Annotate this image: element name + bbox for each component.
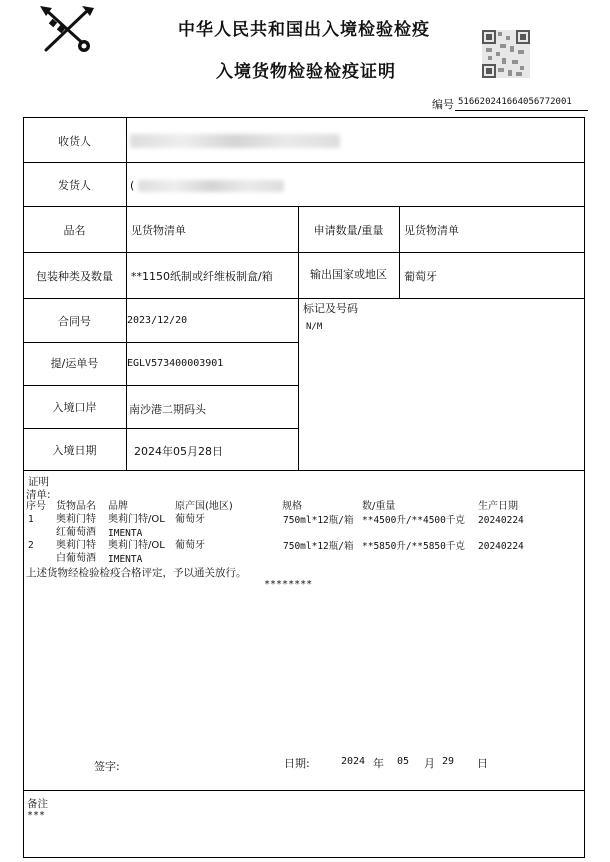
quantity-value: 见货物清单 [404, 224, 459, 237]
col-header-date: 生产日期 [478, 501, 518, 512]
col-header-no: 序号 [26, 501, 46, 512]
row-brand: 奥莉门特/OL [108, 514, 165, 525]
document-title-line1: 中华人民共和国出入境检验检疫 [178, 20, 430, 40]
inspection-emblem-icon [38, 4, 96, 56]
certificate-statement: 上述货物经检验检疫合格评定，予以通关放行。 [26, 567, 247, 579]
row-country: 葡萄牙 [175, 540, 205, 551]
entry-date-value: 2024年05月28日 [134, 445, 223, 458]
issue-month: 05 [397, 756, 410, 767]
issue-month-unit: 月 [424, 757, 435, 770]
col-header-spec: 规格 [282, 501, 302, 512]
entry-port-label: 入境口岸 [52, 401, 97, 414]
row-name: 奥莉门特 [56, 540, 96, 551]
goods-name-value: 见货物清单 [131, 224, 186, 237]
row-date: 20240224 [478, 541, 524, 552]
bill-of-lading-label: 提/运单号 [50, 357, 99, 370]
row-qty: **4500升/**4500千克 [362, 515, 465, 526]
marks-value: N/M [306, 322, 323, 332]
remarks-label: 备注 [27, 798, 48, 810]
row-date: 20240224 [478, 515, 524, 526]
row-no: 1 [28, 514, 34, 525]
origin-country-value: 葡萄牙 [404, 270, 437, 283]
row-name-line2: 红葡萄酒 [56, 527, 96, 538]
row-brand-line2: IMENTA [108, 554, 143, 565]
serial-value: 516620241664056772001 [458, 97, 572, 107]
contract-value: 2023/12/20 [127, 315, 188, 326]
qr-code-icon [482, 30, 530, 78]
goods-list-label: 清单: [26, 489, 51, 501]
col-header-qty: 数/重量 [362, 501, 396, 512]
packing-label: 包装种类及数量 [36, 270, 113, 283]
packing-value: **1150纸制或纤维板制盒/箱 [131, 270, 273, 283]
entry-date-label: 入境日期 [52, 444, 97, 457]
row-qty: **5850升/**5850千克 [362, 541, 465, 552]
consignor-redacted [138, 180, 284, 192]
signature-label: 签字: [94, 760, 120, 773]
origin-country-label: 输出国家或地区 [310, 268, 387, 281]
row-country: 葡萄牙 [175, 514, 205, 525]
col-header-brand: 品牌 [108, 501, 128, 512]
quantity-label: 申请数量/重量 [313, 224, 384, 237]
certificate-stars: ******** [264, 579, 313, 590]
row-spec: 750ml*12瓶/箱 [283, 541, 354, 552]
contract-label: 合同号 [58, 315, 91, 328]
consignor-prefix: ( [130, 179, 135, 192]
issue-date-label: 日期: [284, 757, 310, 770]
certificate-title: 证明 [28, 476, 49, 488]
marks-label: 标记及号码 [303, 302, 358, 315]
col-header-name: 货物品名 [56, 501, 96, 512]
issue-day-unit: 日 [477, 757, 488, 770]
consignee-label: 收货人 [58, 135, 91, 148]
row-name: 奥莉门特 [56, 514, 96, 525]
entry-port-value: 南沙港二期码头 [129, 403, 206, 416]
serial-underline [455, 110, 588, 111]
consignee-redacted [130, 134, 340, 148]
remarks-value: *** [27, 810, 46, 821]
consignor-label: 发货人 [58, 179, 91, 192]
goods-name-label: 品名 [63, 224, 86, 237]
bill-of-lading-value: EGLV573400003901 [127, 358, 224, 369]
row-name-line2: 白葡萄酒 [56, 553, 96, 564]
row-spec: 750ml*12瓶/箱 [283, 515, 354, 526]
serial-label: 编号 [432, 98, 454, 111]
issue-day: 29 [442, 756, 455, 767]
row-no: 2 [28, 540, 34, 551]
row-brand: 奥莉门特/OL [108, 540, 165, 551]
col-header-country: 原产国(地区) [175, 501, 233, 512]
issue-year-unit: 年 [373, 757, 384, 770]
document-title-line2: 入境货物检验检疫证明 [216, 62, 396, 82]
row-brand-line2: IMENTA [108, 528, 143, 539]
issue-year: 2024 [341, 756, 366, 767]
